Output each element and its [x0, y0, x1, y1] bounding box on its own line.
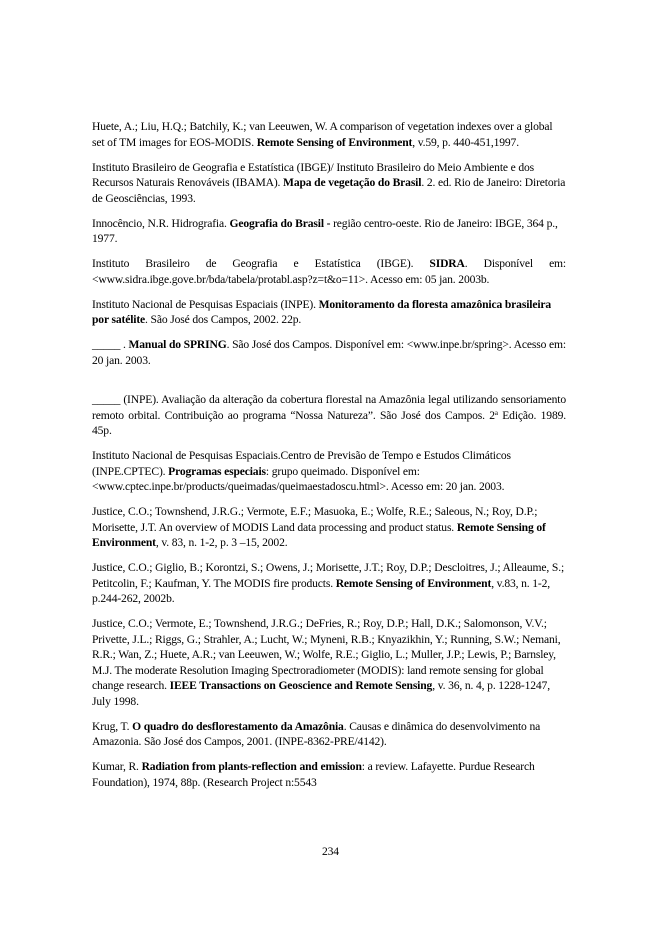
reference-text: Huete, A.; Liu, H.Q.; Batchily, K.; van Leeuwen, W. A comparison of vegetation indexes over a global set of TM images for EOS-MODIS. [92, 120, 553, 149]
reference-entry-inpe-spring [92, 337, 566, 368]
reference-text: : grupo queimado. Disponível em: <www.cptec.inpe.br/products/queimadas/queimaestadoscu.html>. Acesso em: 20 jan. 2003. [92, 464, 505, 493]
reference-text: Justice, C.O.; Townshend, J.R.G.; Vermote, E.F.; Masuoka, E.; Wolfe, R.E.; Saleous, N.; Roy, D.P.; Morisette, J.T. An overview of MODIS Land data processing and product status. [92, 505, 538, 534]
bold-title-text: Remote Sensing of Environment [335, 576, 492, 590]
reference-text: Justice, C.O.; Giglio, B.; Korontzi, S.; Owens, J.; Morisette, J.T.; Roy, D.P.; Descloitres, J.; Alleaume, S.; Petitcolin, F.; Kaufman, Y. The MODIS fire products. [92, 561, 565, 590]
reference-entry-ibge-ibama [92, 160, 566, 207]
reference-text: Instituto Brasileiro de Geografia e Estatística (IBGE)/ Instituto Brasileiro do Meio Ambiente e dos Recursos Naturais Renováveis (IBAMA). [92, 160, 535, 189]
bold-title-text: O quadro do desflorestamento da Amazônia [132, 719, 344, 733]
reference-text: Justice, C.O.; Vermote, E.; Townshend, J.R.G.; DeFries, R.; Roy, D.P.; Hall, D.K.; Salomonson, V.V.; Privette, J.L.; Riggs, G.; Strahler, A.; Lucht, W.; Myneni, R.B.; Knyazikhin, Y.; Running, S.W.; Nemani, R.R.; Wan, Z.; Huete, A.R.; van Leeuwen, W.; Wolfe, R.E.; Giglio, L.; Muller, J.P.; Lewis, P.; Barnsley, M.J. The moderate Resolution Imaging Spectroradiometer (MODIS): land remote sensing for global change research. [92, 617, 561, 692]
reference-text: . Causas e dinâmica do desenvolvimento na Amazonia. São José dos Campos, 2001. (INPE-8362-PRE/4142). [92, 719, 541, 748]
reference-entry-justice-fire [92, 560, 566, 607]
reference-list [92, 119, 566, 800]
reference-entry-inpe-monitoramento [92, 297, 566, 328]
reference-text: . São José dos Campos. Disponível em: <www.inpe.br/spring>. Acesso em: 20 jan. 2003. [92, 338, 566, 367]
reference-text: Edição. 1989. 45p. [92, 408, 566, 437]
reference-entry-krug [92, 719, 566, 750]
reference-text: Kumar, R. [92, 760, 142, 773]
bold-title-text: Manual do SPRING [128, 338, 227, 351]
reference-text: Instituto Nacional de Pesquisas Espaciais.Centro de Previsão de Tempo e Estudos Climáticos (INPE.CPTEC). [92, 449, 511, 478]
reference-text: , v.83, n. 1-2, p.244-262, 2002b. [92, 576, 551, 605]
reference-text: . São José dos Campos, 2002. 22p. [145, 313, 302, 326]
reference-text: Innocêncio, N.R. Hidrografia. [92, 216, 230, 230]
bold-title-text: Programas especiais [168, 464, 266, 478]
reference-entry-justice-2002b [92, 504, 566, 551]
reference-text: , v. 36, n. 4, p. 1228-1247, July 1998. [92, 679, 550, 708]
reference-entry-ibge-sidra [92, 256, 566, 287]
reference-text: , v.59, p. 440-451,1997. [412, 135, 519, 149]
reference-text: . 2. ed. Rio de Janeiro: Diretoria de Geosciências, 1993. [92, 176, 566, 205]
bold-title-text: IEEE Transactions on Geoscience and Remote Sensing [169, 679, 433, 692]
reference-text: Instituto Nacional de Pesquisas Espaciais (INPE). [92, 297, 319, 311]
reference-text: Instituto Brasileiro de Geografia e Estatística (IBGE). [92, 257, 430, 270]
bold-title-text: Mapa de vegetação do Brasil [283, 176, 422, 189]
reference-text: : a review. Lafayette. Purdue Research Foundation), 1974, 88p. (Research Project n:5543 [92, 760, 535, 789]
reference-entry-inpe-cptec [92, 448, 566, 495]
reference-text: Krug, T. [92, 719, 133, 733]
reference-text: _____ (INPE). Avaliação da alteração da cobertura florestal na Amazônia legal utilizando sensoriamento remoto orbital. Contribuição ao programa “Nossa Natureza”. São José dos Campos. 2 [92, 393, 566, 422]
reference-text: , v. 83, n. 1-2, p. 3 –15, 2002. [155, 536, 288, 549]
bold-title-text: Remote Sensing of Environment [256, 135, 413, 149]
reference-text: . Disponível em: <www.sidra.ibge.gove.br/bda/tabela/protabl.asp?z=t&o=11>. Acesso em: 05 jan. 2003b. [92, 257, 566, 286]
reference-text: _____ . [92, 338, 129, 351]
bold-title-text: Geografia do Brasil - [229, 216, 334, 230]
superscript-text: a [494, 408, 498, 417]
bold-title-text: Monitoramento da floresta amazônica brasileira por satélite [92, 297, 552, 326]
bold-title-text: Remote Sensing of Environment [92, 520, 546, 549]
reference-text: região centro-oeste. Rio de Janeiro: IBGE, 364 p., 1977. [92, 216, 558, 245]
reference-entry-huete [92, 119, 566, 150]
page-number: 234 [322, 845, 339, 858]
reference-entry-kumar [92, 759, 566, 790]
bold-title-text: Radiation from plants-reflection and emission [141, 760, 362, 773]
reference-entry-inpe-avaliacao [92, 392, 566, 439]
bold-title-text: SIDRA [429, 257, 465, 270]
reference-entry-innocencio [92, 216, 566, 247]
reference-entry-justice-1998 [92, 616, 566, 709]
